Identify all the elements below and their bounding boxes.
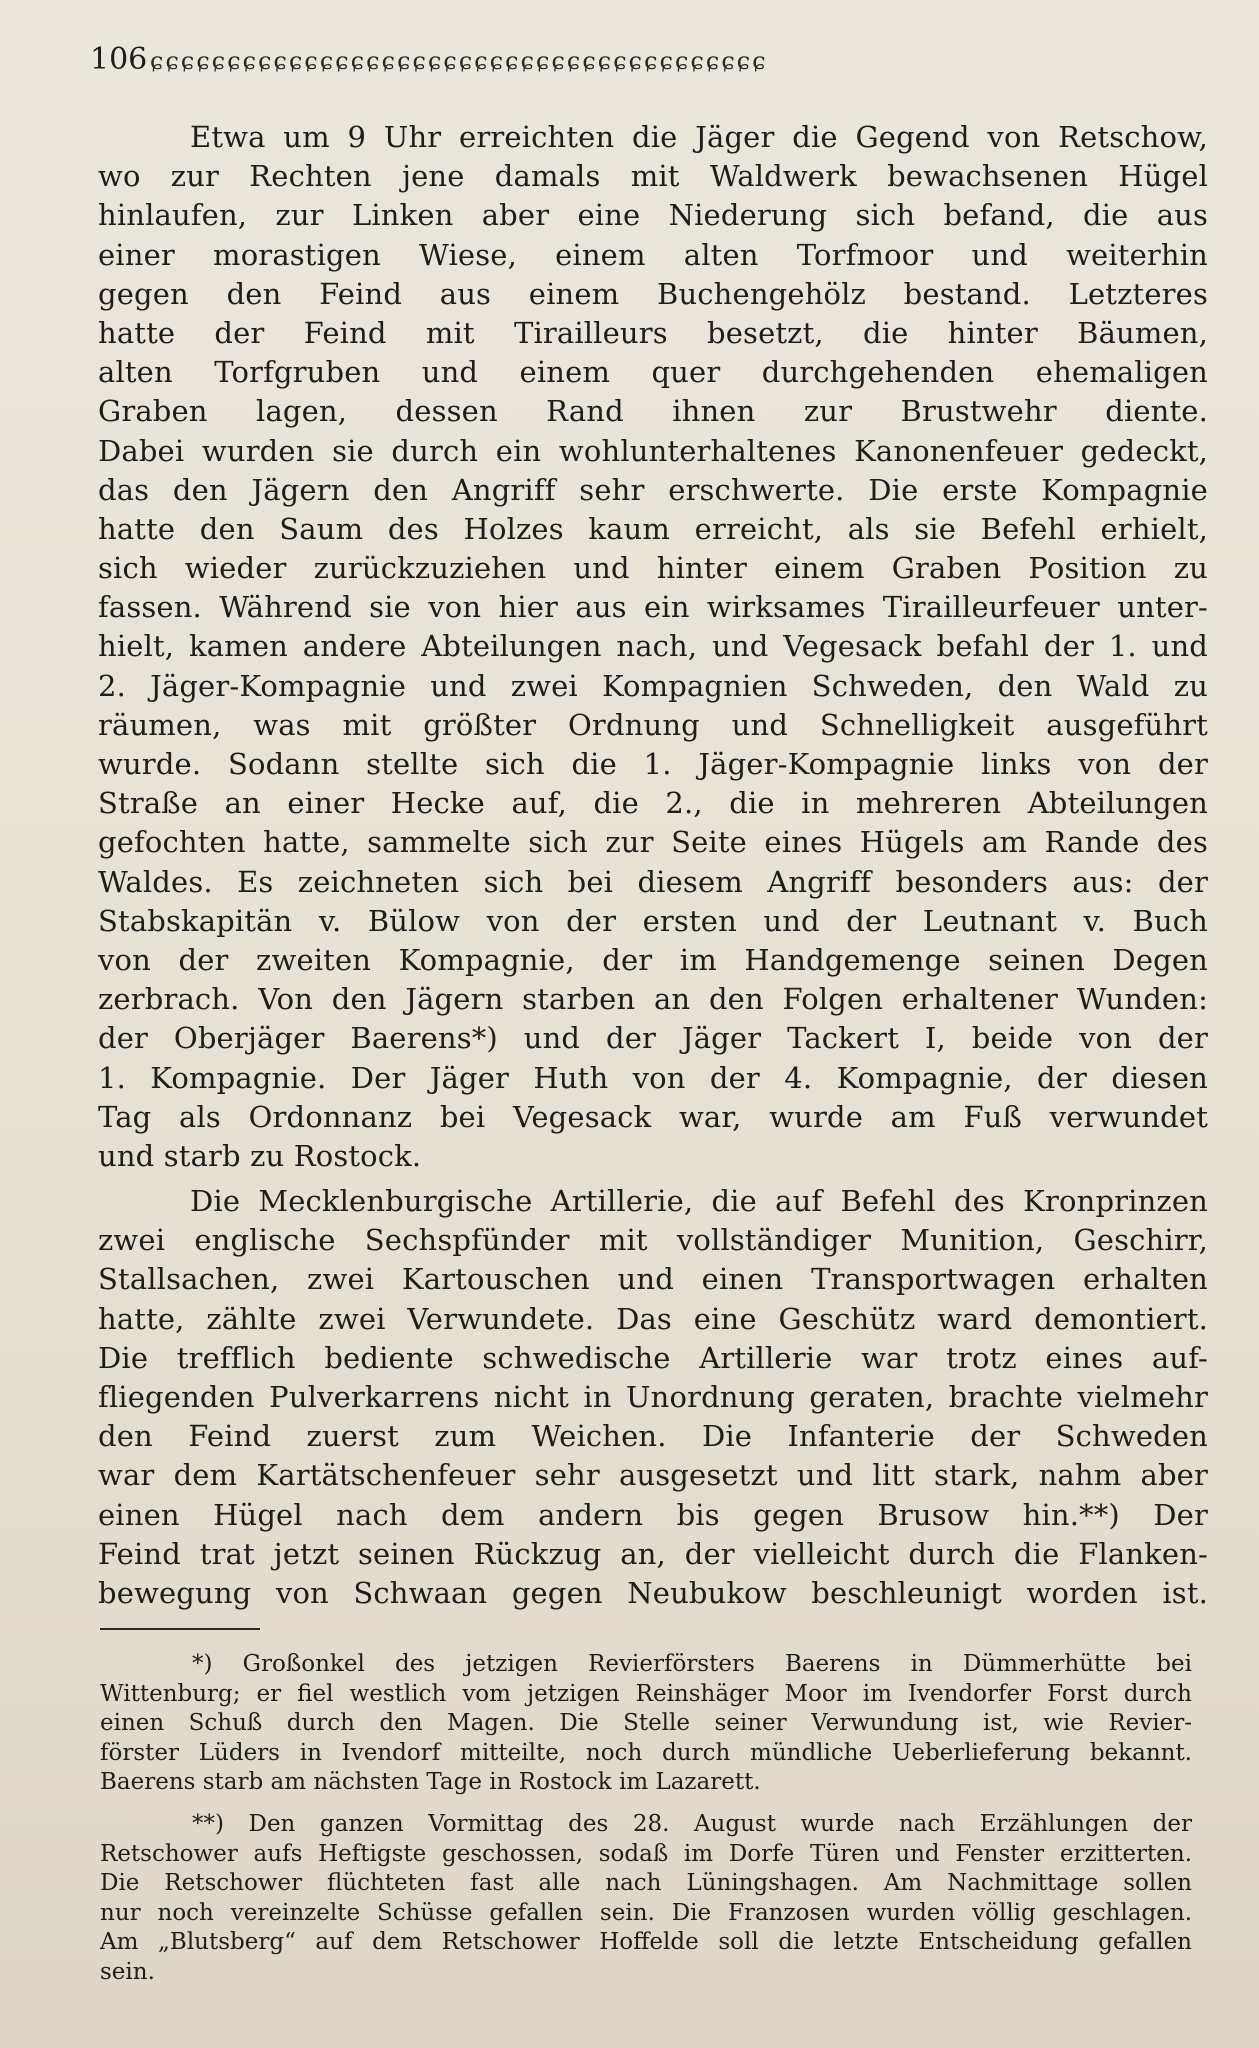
text-line: der Oberjäger Baerens*) und der Jäger Tackert I, beide von der xyxy=(98,1021,1208,1056)
text-line: gefochten hatte, sammelte sich zur Seite eines Hügels am Rande des xyxy=(98,825,1208,860)
main-text xyxy=(98,118,1208,1619)
header-ornament: ɕɕɕɕɕɕɕɕɕɕɕɕɕɕɕɕɕɕɕɕɕɕɕɕɕɕɕɕɕɕɕɕɕɕɕɕɕɕɕɕ xyxy=(150,48,768,74)
footnote-rule xyxy=(100,1628,260,1630)
text-line: Stabskapitän v. Bülow von der ersten und der Leutnant v. Buch xyxy=(98,903,1208,938)
text-line: von der zweiten Kompagnie, der im Handgemenge seinen Degen xyxy=(98,942,1208,977)
text-line: hatte, zählte zwei Verwundete. Das eine Geschütz ward demontiert. xyxy=(98,1301,1208,1336)
footnote-line: Baerens starb am nächsten Tage in Rostock im Lazarett. xyxy=(100,1769,761,1796)
text-line: 1. Kompagnie. Der Jäger Huth von der 4. Kompagnie, der diesen xyxy=(98,1060,1208,1095)
text-line: und starb zu Rostock. xyxy=(98,1138,422,1173)
text-line: Waldes. Es zeichneten sich bei diesem Angriff besonders aus: der xyxy=(98,864,1208,899)
footnote-line: förster Lüders in Ivendorf mitteilte, noch durch mündliche Ueberlieferung bekannt. xyxy=(100,1739,1192,1766)
text-line: räumen, was mit größter Ordnung und Schnelligkeit ausgeführt xyxy=(98,707,1208,742)
text-line: wo zur Rechten jene damals mit Waldwerk bewachsenen Hügel xyxy=(98,159,1208,194)
text-line: einen Hügel nach dem andern bis gegen Brusow hin.**) Der xyxy=(98,1497,1208,1532)
text-line: Straße an einer Hecke auf, die 2., die in mehreren Abteilungen xyxy=(98,786,1208,821)
footnote-1 xyxy=(100,1650,1192,1798)
footnote-line: Am „Blutsberg“ auf dem Retschower Hoffelde soll die letzte Entscheidung gefallen xyxy=(100,1929,1192,1956)
text-line: alten Torfgruben und einem quer durchgehenden ehemaligen xyxy=(98,355,1208,390)
footnote-line: nur noch vereinzelte Schüsse gefallen sein. Die Franzosen wurden völlig geschlagen. xyxy=(100,1899,1192,1926)
text-line: einer morastigen Wiese, einem alten Torfmoor und weiterhin xyxy=(98,237,1208,272)
text-line: Stallsachen, zwei Kartouschen und einen Transportwagen erhalten xyxy=(98,1262,1208,1297)
footnote-line: Die Retschower flüchteten fast alle nach Lüningshagen. Am Nachmittage sollen xyxy=(100,1870,1192,1897)
paragraph-1 xyxy=(98,118,1208,1176)
footnote-line: **) Den ganzen Vormittag des 28. August wurde nach Erzählungen der xyxy=(192,1810,1192,1837)
text-line: hielt, kamen andere Abteilungen nach, und Vegesack befahl der 1. und xyxy=(98,629,1208,664)
text-line: fliegenden Pulverkarrens nicht in Unordnung geraten, brachte vielmehr xyxy=(98,1380,1208,1414)
text-line: bewegung von Schwaan gegen Neubukow beschleunigt worden ist. xyxy=(98,1575,1208,1610)
text-line: 2. Jäger-Kompagnie und zwei Kompagnien Schweden, den Wald zu xyxy=(98,668,1208,703)
footnote-line: Wittenburg; er fiel westlich vom jetzigen Reinshäger Moor im Ivendorfer Forst durch xyxy=(100,1680,1192,1707)
footnotes xyxy=(100,1650,1192,2000)
footnote-line: *) Großonkel des jetzigen Revierförsters Baerens in Dümmerhütte bei xyxy=(192,1651,1192,1677)
page-number: 106 xyxy=(90,42,148,77)
text-line: fassen. Während sie von hier aus ein wirksames Tirailleurfeuer unter- xyxy=(98,590,1208,625)
text-line: wurde. Sodann stellte sich die 1. Jäger-Kompagnie links von der xyxy=(98,747,1208,781)
text-line: hatte der Feind mit Tirailleurs besetzt, die hinter Bäumen, xyxy=(98,315,1208,350)
page-header xyxy=(90,40,1210,80)
text-line: Feind trat jetzt seinen Rückzug an, der vielleicht durch die Flanken- xyxy=(98,1536,1208,1571)
text-line: Etwa um 9 Uhr erreichten die Jäger die Gegend von Retschow, xyxy=(190,120,1208,154)
text-line: war dem Kartätschenfeuer sehr ausgesetzt und litt stark, nahm aber xyxy=(98,1458,1208,1493)
text-line: Dabei wurden sie durch ein wohlunterhaltenes Kanonenfeuer gedeckt, xyxy=(98,433,1208,468)
text-line: sich wieder zurückzuziehen und hinter einem Graben Position zu xyxy=(98,551,1208,586)
text-line: Die Mecklenburgische Artillerie, die auf Befehl des Kronprinzen xyxy=(190,1184,1208,1219)
text-line: Die trefflich bediente schwedische Artillerie war trotz eines auf- xyxy=(98,1340,1208,1375)
text-line: hatte den Saum des Holzes kaum erreicht, als sie Befehl erhielt, xyxy=(98,511,1208,546)
text-line: das den Jägern den Angriff sehr erschwerte. Die erste Kompagnie xyxy=(98,472,1208,507)
text-line: zerbrach. Von den Jägern starben an den Folgen erhaltener Wunden: xyxy=(98,982,1208,1017)
text-line: Tag als Ordonnanz bei Vegesack war, wurde am Fuß verwundet xyxy=(98,1099,1208,1134)
footnote-2 xyxy=(100,1810,1192,1988)
footnote-line: Retschower aufs Heftigste geschossen, sodaß im Dorfe Türen und Fenster erzitterten. xyxy=(100,1840,1192,1867)
text-line: Graben lagen, dessen Rand ihnen zur Brustwehr diente. xyxy=(98,394,1208,429)
text-line: zwei englische Sechspfünder mit vollständiger Munition, Geschirr, xyxy=(98,1223,1208,1258)
text-line: den Feind zuerst zum Weichen. Die Infanterie der Schweden xyxy=(98,1419,1208,1454)
text-line: gegen den Feind aus einem Buchengehölz bestand. Letzteres xyxy=(98,276,1208,311)
footnote-line: sein. xyxy=(100,1958,155,1985)
footnote-line: einen Schuß durch den Magen. Die Stelle seiner Verwundung ist, wie Revier- xyxy=(100,1710,1192,1737)
paragraph-2 xyxy=(98,1182,1208,1613)
text-line: hinlaufen, zur Linken aber eine Niederung sich befand, die aus xyxy=(98,198,1208,233)
